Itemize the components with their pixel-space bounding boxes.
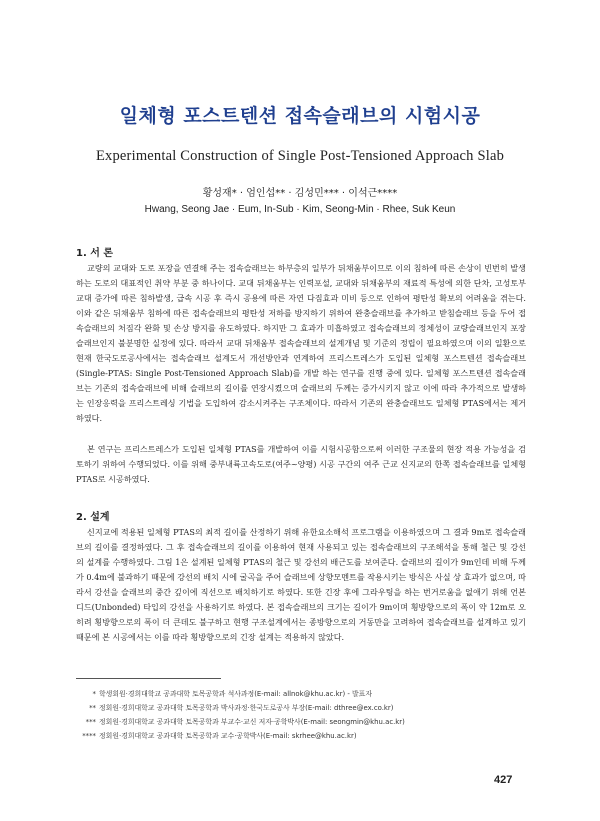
page-number: 427	[494, 774, 513, 786]
footnote-item: ** 정회원·경희대학교 공과대학 토목공학과 박사과정·한국도로공사 부장(E-mail: dthree@ex.co.kr)	[89, 704, 394, 712]
paper-title-korean: 일체형 포스트텐션 접속슬래브의 시험시공	[119, 105, 481, 127]
section-heading-design: 2. 설계	[76, 512, 110, 523]
introduction-paragraph-2: 본 연구는 프리스트레스가 도입된 일체형 PTAS를 개발하여 이를 시험시공함으로써 이러한 구조물의 현장 적용 가능성을 검토하기 위하여 수행되었다. 이를 위해 중부내륙고속도로(여주~양평) 시공 구간의 여주 근교 신지교의 한쪽 접속슬래브를 일체형 PTAS로 시공하였다.	[76, 444, 526, 484]
footnote-item: **** 정회원·경희대학교 공과대학 토목공학과 교수·공학박사(E-mail: skrhee@khu.ac.kr)	[82, 732, 357, 740]
footnote-item: * 학생회원·경희대학교 공과대학 토목공학과 석사과정(E-mail: allnok@khu.ac.kr) - 발표자	[92, 690, 372, 698]
footnotes	[76, 687, 536, 743]
paper-title-english: Experimental Construction of Single Post-Tensioned Approach Slab	[95, 148, 505, 164]
authors-english: Hwang, Seong Jae · Eum, In-Sub · Kim, Seong-Min · Rhee, Suk Keun	[144, 204, 456, 215]
introduction-paragraph-1: 교량의 교대와 도로 포장을 연결해 주는 접속슬래브는 하부층의 일부가 뒤채움부이므로 이의 침하에 따른 손상이 빈번히 발생하는 도로의 대표적인 취약 부분 중 하나이다. 교대 뒤채움부는 인력포설, 교대와 뒤채움부의 재료적 특성에 의한 단차, 고성토부 교대 증가에 따른 침하발생, 급속 시공 후 즉시 공용에 따른 자연 다짐효과 미비 등으로 인하여 평탄성 확보의 어려움을 겪는다. 이와 같은 뒤채움부 침하에 따른 접속슬래브의 평탄성 저하를 방지하기 위하여 완충슬래브를 추가하고 받침슬래브 등을 두어 접속슬래브의 처짐각 완화 및 손상 방지를 유도하였다. 하지만 그 효과가 미흡하였고 접속슬래브의 정체성이 교량슬래브인지 포장슬래브인지 불분명한 실정에 있다. 따라서 교대 뒤채움부 접속슬래브의 설계개념 및 기준의 정립이 필요하였으며 이의 일환으로 현재 한국도로공사에서는 접속슬래브 설계도서 개선방안과 연계하여 프리스트레스가 도입된 일체형 포스트텐션 접속슬래브(Single-PTAS: Single Post-Tensioned Approach Slab)를 개발 하는 연구를 진행 중에 있다. 일체형 포스트텐션 접속슬래브는 기존의 접속슬래브에 비해 슬래브의 길이를 연장시켰으며 슬래브의 두께는 증가시키지 않고 이에 따라 추가적으로 발생하는 인장응력을 프리스트레싱 기법을 도입하여 감소시켜주는 구조체이다. 따라서 기존의 완충슬래브도 일체형 PTAS에서는 제거하였다.	[76, 263, 526, 423]
footnote-item: *** 정회원·경희대학교 공과대학 토목공학과 부교수·교신 저자·공학박사(E-mail: seongmin@khu.ac.kr)	[85, 718, 405, 726]
authors-korean: 황성재* · 엄인섭** · 김성민*** · 이석근****	[202, 188, 398, 199]
footnote-divider	[76, 678, 221, 679]
section-heading-introduction: 1. 서 론	[76, 248, 114, 259]
design-paragraph-1: 신지교에 적용된 일체형 PTAS의 최적 길이를 산정하기 위해 유한요소해석 프로그램을 이용하였으며 그 결과 9m로 접속슬래브의 길이를 결정하였다. 그 후 접속슬래브의 길이를 이용하여 현재 사용되고 있는 접속슬래브의 구조해석을 통해 철근 및 강선의 설계를 수행하였다. 그림 1은 설계된 일체형 PTAS의 철근 및 강선의 배근도를 보여준다. 슬래브의 길이가 9m인데 비해 두께가 0.4m에 불과하기 때문에 강선의 배치 시에 굴곡을 주어 슬래브에 상향모멘트를 작용시키는 방식은 사실 상 효과가 없으며, 따라서 강선을 슬래브의 중간 깊이에 직선으로 배치하기로 하였다. 또한 긴장 후에 그라우팅을 하는 번거로움을 없애기 위해 언본디드(Unbonded) 타입의 강선을 사용하기로 하였다. 본 접속슬래브의 크기는 길이가 9m이며 횡방향으로의 폭이 약 12m로 오히려 횡방향으로의 폭이 더 큰데도 불구하고 현행 구조설계에서는 종방향으로의 거동만을 고려하여 접속슬래브를 설계하고 있기 때문에 본 시공에서는 이를 따라 횡방향으로의 긴장 설계는 적용하지 않았다.	[76, 527, 526, 642]
